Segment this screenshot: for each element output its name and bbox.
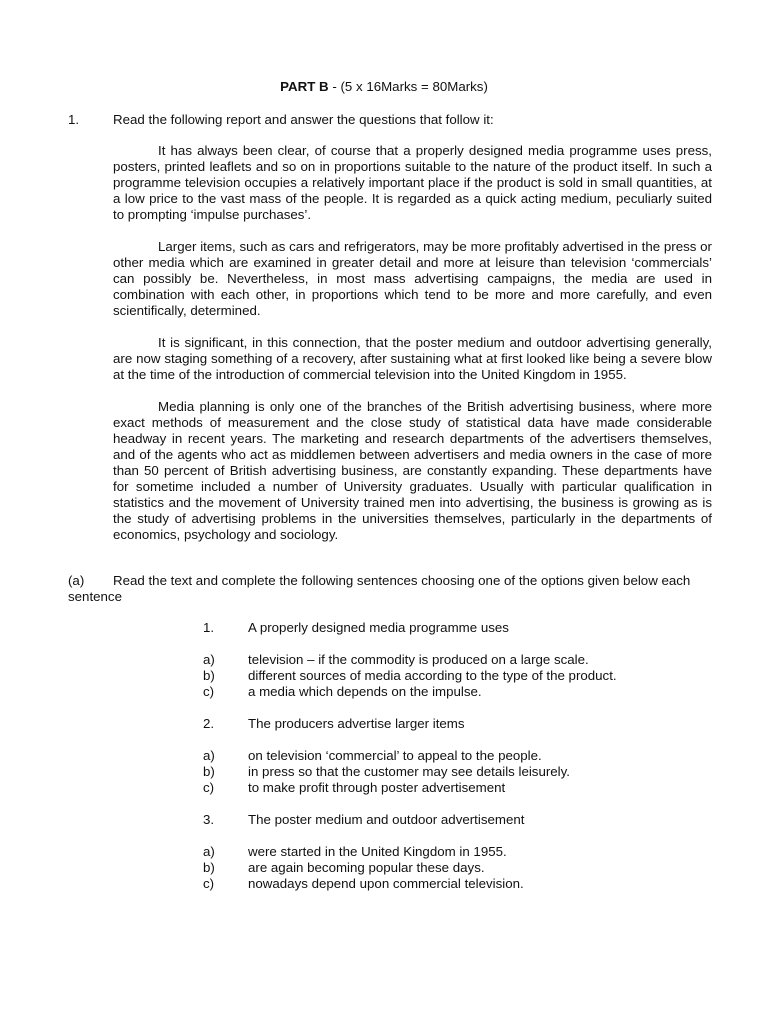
mcq-list bbox=[0, 620, 768, 908]
mcq-option bbox=[0, 748, 768, 764]
mcq-stem bbox=[0, 620, 768, 636]
mcq-item bbox=[0, 620, 768, 700]
option-text: to make profit through poster advertisement bbox=[248, 780, 506, 795]
mcq-item bbox=[0, 716, 768, 796]
option-label: b) bbox=[203, 764, 215, 779]
section-title bbox=[0, 79, 768, 95]
mcq-stem bbox=[0, 716, 768, 732]
passage-paragraph: It is significant, in this connection, that the poster medium and outdoor advertising generally, are now staging something of a recovery, after sustaining what at first looked like being a severe blow at the time of the introduction of commercial television into the United Kingdom in 1955. bbox=[113, 335, 712, 382]
mcq-option bbox=[0, 684, 768, 700]
option-label: b) bbox=[203, 668, 215, 683]
option-text: a media which depends on the impulse. bbox=[248, 684, 482, 699]
option-label: c) bbox=[203, 876, 215, 891]
mcq-stem-text: The poster medium and outdoor advertisement bbox=[248, 812, 525, 827]
option-label: c) bbox=[203, 780, 215, 795]
option-label: a) bbox=[203, 844, 215, 859]
passage-paragraph: It has always been clear, of course that a properly designed media programme uses press, posters, printed leaflets and so on in proportions suitable to the nature of the product itself. In such a programme television occupies a relatively important place if the product is sold in small quantities, at a low price to the vast mass of the people. It is regarded as a quick acting medium, peculiarly suited to prompting ‘impulse purchases’. bbox=[113, 143, 712, 222]
option-label: b) bbox=[203, 860, 215, 875]
option-text: were started in the United Kingdom in 1955. bbox=[248, 844, 507, 859]
passage-paragraph: Media planning is only one of the branches of the British advertising business, where more exact methods of measurement and the close study of statistical data have made considerable headway in recent years. The marketing and research departments of the advertisers themselves, and of the agents who act as middlemen between advertisers and media owners in the case of more than 50 percent of British advertising business, are constantly expanding. These departments have for sometime included a number of University graduates. Usually with particular qualification in statistics and the movement of University trained men into advertising, the business is growing as is the study of advertising problems in the universities themselves, particularly in the departments of economics, psychology and sociology. bbox=[113, 399, 712, 542]
sub-question-label: (a) bbox=[68, 573, 85, 588]
mcq-option bbox=[0, 652, 768, 668]
sub-question-instruction bbox=[68, 573, 718, 605]
mcq-option bbox=[0, 844, 768, 860]
option-text: nowadays depend upon commercial television. bbox=[248, 876, 524, 891]
report-passage bbox=[113, 143, 712, 559]
sub-question-text: Read the text and complete the following sentences choosing one of the options given below each sentence bbox=[68, 573, 691, 604]
mcq-number: 1. bbox=[203, 620, 215, 635]
mcq-option bbox=[0, 876, 768, 892]
option-label: a) bbox=[203, 652, 215, 667]
option-text: are again becoming popular these days. bbox=[248, 860, 485, 875]
question-number: 1. bbox=[68, 112, 80, 127]
mcq-stem bbox=[0, 812, 768, 828]
option-text: different sources of media according to the type of the product. bbox=[248, 668, 617, 683]
mcq-item bbox=[0, 812, 768, 892]
option-text: on television ‘commercial’ to appeal to the people. bbox=[248, 748, 542, 763]
option-label: a) bbox=[203, 748, 215, 763]
section-title-bold: PART B bbox=[280, 79, 329, 94]
question-text: Read the following report and answer the questions that follow it: bbox=[113, 112, 494, 127]
mcq-option bbox=[0, 860, 768, 876]
mcq-option bbox=[0, 764, 768, 780]
section-title-marks: - (5 x 16Marks = 80Marks) bbox=[328, 79, 488, 94]
mcq-stem-text: A properly designed media programme uses bbox=[248, 620, 509, 635]
option-text: television – if the commodity is produced on a large scale. bbox=[248, 652, 589, 667]
mcq-number: 3. bbox=[203, 812, 215, 827]
option-label: c) bbox=[203, 684, 215, 699]
mcq-stem-text: The producers advertise larger items bbox=[248, 716, 465, 731]
passage-paragraph: Larger items, such as cars and refrigerators, may be more profitably advertised in the press or other media which are examined in greater detail and more at leisure than television ‘commercials’ can possibly be. Nevertheless, in most mass advertising campaigns, the media are used in combination with each other, in proportions which tend to be more and more carefully, and even scientifically, determined. bbox=[113, 239, 712, 318]
option-text: in press so that the customer may see details leisurely. bbox=[248, 764, 570, 779]
mcq-option bbox=[0, 668, 768, 684]
mcq-number: 2. bbox=[203, 716, 215, 731]
mcq-option bbox=[0, 780, 768, 796]
